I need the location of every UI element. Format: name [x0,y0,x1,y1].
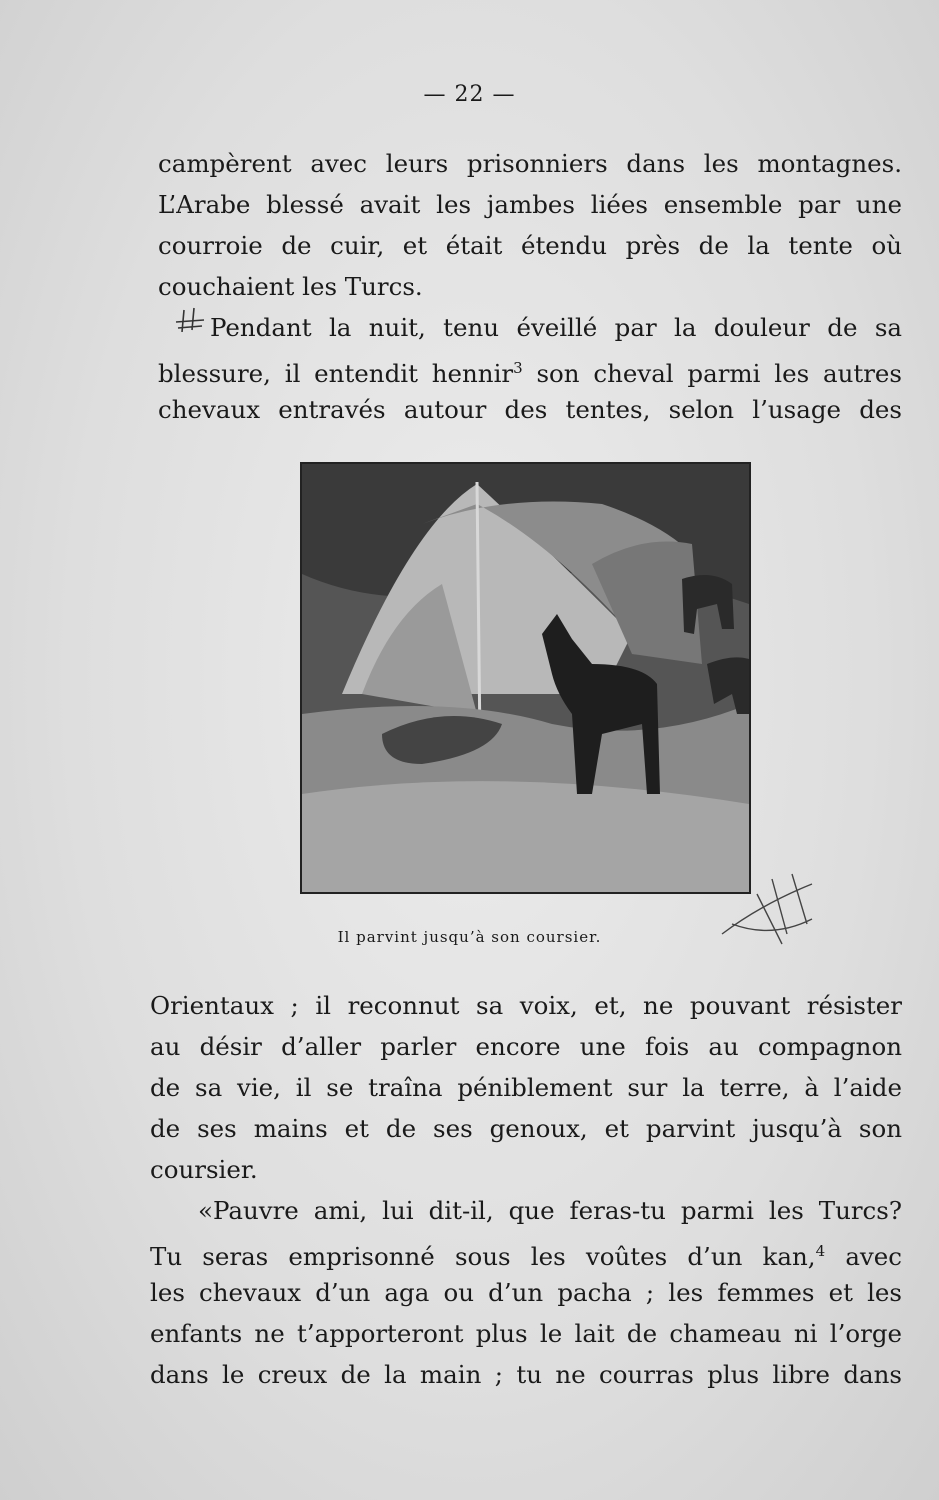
handwritten-mark-icon [712,864,822,954]
text-line [150,1231,902,1272]
text-line: coursier. [150,1155,258,1184]
text-line: Pendant la nuit, tenu éveillé par la douleur de sa [210,313,902,342]
text-line: «Pauvre ami, lui dit-il, que feras-tu parmi les Turcs? [198,1196,902,1225]
text-line: L’Arabe blessé avait les jambes liées ensemble par une [158,190,902,219]
text-line: au désir d’aller parler encore une fois au compagnon [150,1032,902,1061]
paragraph-bottom [150,985,902,1395]
footnote-ref: 3 [513,359,523,377]
text-fragment: avec [845,1242,902,1271]
illustration [300,462,751,894]
illustration-caption: Il parvint jusqu’à son coursier. [337,928,602,946]
text-line: couchaient les Turcs. [158,272,423,301]
paragraph-mark-icon [172,306,208,332]
text-fragment: son cheval parmi les autres [536,359,902,388]
text-line: de sa vie, il se traîna péniblement sur la terre, à l’aide [150,1073,902,1102]
text-line: enfants ne t’apporteront plus le lait de chameau ni l’orge [150,1319,902,1348]
text-line: courroie de cuir, et était étendu près de la tente où [158,231,902,260]
text-line: de ses mains et de ses genoux, et parvint jusqu’à son [150,1114,902,1143]
text-line: dans le creux de la main ; tu ne courras plus libre dans [150,1360,902,1389]
text-line: campèrent avec leurs prisonniers dans les montagnes. [158,149,902,178]
text-line: chevaux entravés autour des tentes, selon l’usage des [158,395,902,424]
text-fragment: Tu seras emprisonné sous les voûtes d’un kan, [150,1242,816,1271]
text-line: Orientaux ; il reconnut sa voix, et, ne pouvant résister [150,991,902,1020]
text-line [158,348,902,389]
paragraph-top [158,143,902,430]
page-number: — 22 — [423,82,516,107]
footnote-ref: 4 [815,1242,826,1260]
text-line: les chevaux d’un aga ou d’un pacha ; les femmes et les [150,1278,902,1307]
text-fragment: blessure, il entendit hennir [158,359,514,388]
